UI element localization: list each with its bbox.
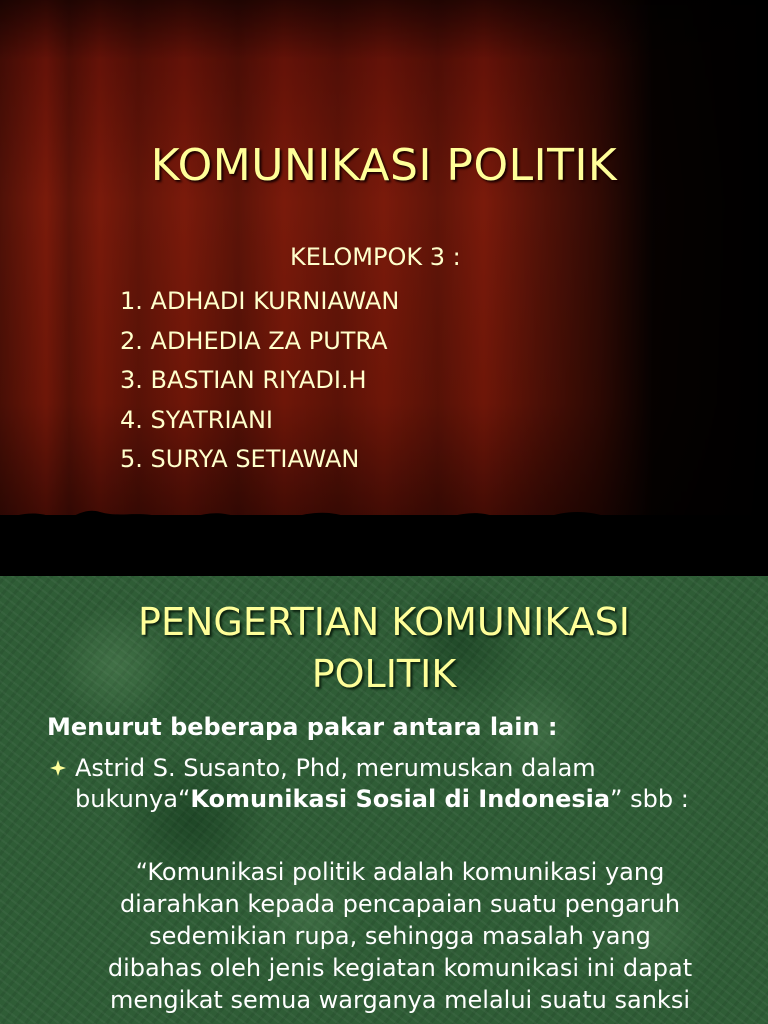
title-line-2: POLITIK xyxy=(311,652,457,696)
bullet-text: Astrid S. Susanto, Phd, merumuskan dalam bukunya“ xyxy=(75,754,596,813)
quote-block xyxy=(50,856,750,1016)
group-label: KELOMPOK 3 : xyxy=(290,243,461,271)
bullet-paragraph xyxy=(75,753,715,815)
curtain-shadow xyxy=(0,0,768,60)
quote-line: mengikat semua warganya melalui suatu sanksi xyxy=(109,986,690,1014)
quote-line: “Komunikasi politik adalah komunikasi yang xyxy=(135,858,665,886)
quote-line: sedemikian rupa, sehingga masalah yang xyxy=(149,922,651,950)
list-item: 2. ADHEDIA ZA PUTRA xyxy=(120,326,388,355)
diamond-bullet-icon xyxy=(50,760,66,776)
list-item: 3. BASTIAN RIYADI.H xyxy=(120,366,367,394)
slide-1-title: KOMUNIKASI POLITIK xyxy=(150,140,618,191)
quote-line: diarahkan kepada pencapaian suatu pengaruh xyxy=(119,890,681,918)
list-item: 5. SURYA SETIAWAN xyxy=(120,445,360,473)
list-item: 4. SYATRIANI xyxy=(120,405,273,434)
book-title: Komunikasi Sosial di Indonesia xyxy=(190,785,611,813)
bullet-text-end: ” sbb : xyxy=(610,785,689,813)
member-list xyxy=(120,282,399,480)
slide-2 xyxy=(0,576,768,1024)
quote-line: dibahas oleh jenis kegiatan komunikasi ini dapat xyxy=(107,954,693,982)
stage-floor xyxy=(0,515,768,576)
slide-2-title xyxy=(0,596,768,700)
title-line-1: PENGERTIAN KOMUNIKASI xyxy=(138,600,630,644)
intro-text: Menurut beberapa pakar antara lain : xyxy=(47,713,558,741)
list-item: 1. ADHADI KURNIAWAN xyxy=(120,287,400,315)
